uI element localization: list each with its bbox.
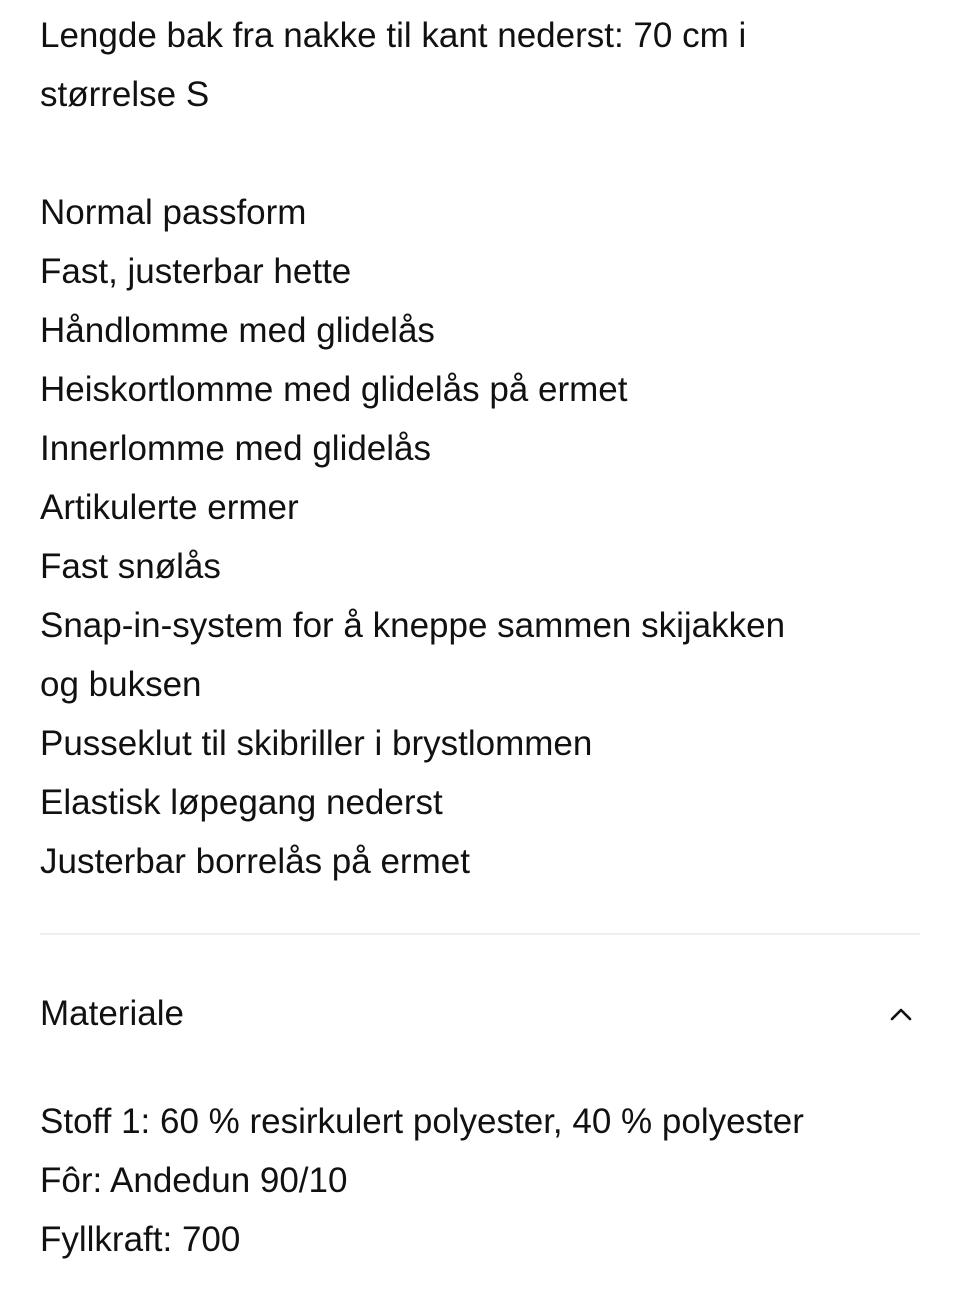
material-section-title: Materiale [40,994,184,1033]
feature-item: Elastisk løpegang nederst [40,783,443,822]
material-line: Fyllkraft: 700 [40,1220,241,1259]
material-content [40,1092,920,1269]
feature-item: Normal passform [40,193,307,232]
product-description [40,6,920,891]
section-divider [40,933,920,935]
material-line: Fôr: Andedun 90/10 [40,1161,348,1200]
feature-item: Innerlomme med glidelås [40,429,432,468]
feature-item: Pusseklut til skibriller i brystlommen [40,724,593,763]
chevron-up-icon[interactable] [888,1001,914,1027]
spacer [40,124,920,183]
description-line: størrelse S [40,75,210,114]
feature-item: Heiskortlomme med glidelås på ermet [40,370,628,409]
feature-item: og buksen [40,665,202,704]
feature-item: Håndlomme med glidelås [40,311,435,350]
material-accordion-header[interactable] [40,984,920,1044]
feature-item: Fast snølås [40,547,221,586]
material-line: Stoff 1: 60 % resirkulert polyester, 40 % polyester [40,1102,804,1141]
feature-item: Artikulerte ermer [40,488,299,527]
feature-item: Fast, justerbar hette [40,252,352,291]
feature-item: Justerbar borrelås på ermet [40,842,470,881]
description-line: Lengde bak fra nakke til kant nederst: 70 cm i [40,16,747,55]
feature-item: Snap-in-system for å kneppe sammen skijakken [40,606,786,645]
